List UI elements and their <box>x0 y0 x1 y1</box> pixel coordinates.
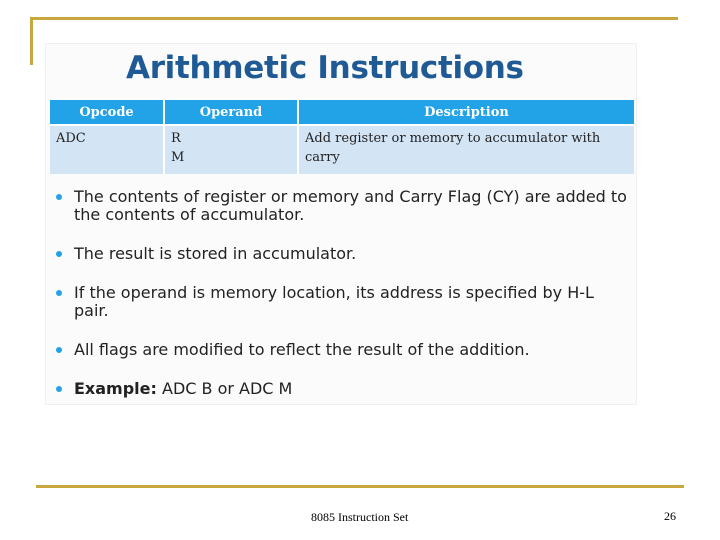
slide-title: Arithmetic Instructions <box>126 50 524 86</box>
cell-operand <box>164 125 298 174</box>
bullet-item <box>52 341 630 359</box>
table-row <box>50 125 634 174</box>
bullet-text: All flags are modified to reflect the result of the addition. <box>74 340 530 359</box>
instruction-table <box>50 100 634 174</box>
operand-m: M <box>171 150 185 165</box>
bullet-item <box>52 284 630 320</box>
frame-bottom-rule <box>36 485 684 488</box>
slide-image-panel <box>46 44 636 404</box>
table-header-row <box>50 100 634 125</box>
bullet-item <box>52 245 630 263</box>
bullet-text: The contents of register or memory and Carry Flag (CY) are added to the contents of accumulator. <box>74 187 627 224</box>
bullet-dot-icon <box>56 290 62 296</box>
header-opcode: Opcode <box>50 100 164 125</box>
cell-description: Add register or memory to accumulator with carry <box>298 125 634 174</box>
frame-left-rule <box>30 17 33 65</box>
bullet-item <box>52 188 630 224</box>
example-label: Example: <box>74 379 157 398</box>
footer-title: 8085 Instruction Set <box>311 510 409 524</box>
bullet-list <box>52 188 630 419</box>
frame-top-rule <box>30 17 678 20</box>
bullet-dot-icon <box>56 194 62 200</box>
bullet-dot-icon <box>56 347 62 353</box>
page-number: 26 <box>664 509 676 523</box>
example-text: ADC B or ADC M <box>156 379 293 398</box>
bullet-text: The result is stored in accumulator. <box>74 244 357 263</box>
header-operand: Operand <box>164 100 298 125</box>
cell-opcode: ADC <box>50 125 164 174</box>
bullet-dot-icon <box>56 251 62 257</box>
operand-r: R <box>171 131 181 146</box>
bullet-item-example <box>52 380 630 398</box>
header-description: Description <box>298 100 634 125</box>
bullet-dot-icon <box>56 386 62 392</box>
bullet-text: If the operand is memory location, its address is specified by H-L pair. <box>74 283 594 320</box>
